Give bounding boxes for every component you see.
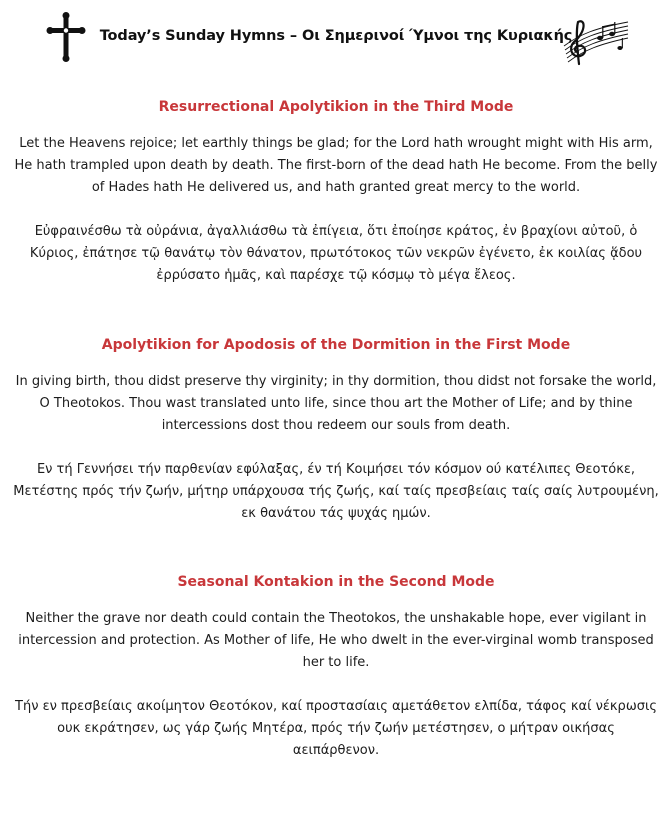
hymn-section: [12, 336, 660, 525]
orthodox-cross-icon: [46, 12, 86, 62]
hymn-greek-text: Εν τή Γεννήσει τήν παρθενίαν εφύλαξας, έν τή Κοιμήσει τόν κόσμον ού κατέλιπες Θεοτόκε, Μετέστης πρός τήν ζωήν, μήτηρ υπάρχουσα τής ζωής, καί ταίς πρεσβείαις ταίς σαίς λυτρουμένη, εκ θανάτου τάς ψυχάς ημών.: [13, 462, 659, 521]
hymn-title: Seasonal Kontakion in the Second Mode: [177, 574, 495, 590]
hymn-english-text: Let the Heavens rejoice; let earthly things be glad; for the Lord hath wrought might with His arm, He hath trampled upon death by death. The first-born of the dead hath He become. From the belly of Hades hath He delivered us, and hath granted great mercy to the world.: [14, 136, 658, 195]
hymn-section: [12, 573, 660, 762]
hymn-greek-text: Τήν εν πρεσβείαις ακοίμητον Θεοτόκον, καί προστασίαις αμετάθετον ελπίδα, τάφος καί νέκρωσις ουκ εκράτησεν, ως γάρ ζωής Μητέρα, πρός τήν ζωήν μετέστησεν, ο μήτραν οικήσας αειπάρθενον.: [15, 699, 657, 758]
hymn-title: Resurrectional Apolytikion in the Third Mode: [158, 99, 514, 115]
hymn-section: [12, 98, 660, 287]
treble-clef-music-notes-icon: [562, 12, 630, 66]
page-title: Today’s Sunday Hymns – Οι Σημερινοί Ύμνοι της Κυριακής: [99, 28, 573, 44]
hymn-greek-text: Εὐφραινέσθω τὰ οὐράνια, ἀγαλλιάσθω τὰ ἐπίγεια, ὅτι ἐποίησε κράτος, ἐν βραχίονι αὐτοῦ, ὁ Κύριος, ἐπάτησε τῷ θανάτῳ τὸν θάνατον, πρωτότοκος τῶν νεκρῶν ἐγένετο, ἐκ κοιλίας ᾅδου ἐρρύσατο ἡμᾶς, καὶ παρέσχε τῷ κόσμῳ τὸ μέγα ἔλεος.: [29, 224, 643, 283]
header: [0, 0, 672, 78]
hymn-english-text: Neither the grave nor death could contain the Theotokos, the unshakable hope, ever vigilant in intercession and protection. As Mother of life, He who dwelt in the ever-virginal womb transposed her to life.: [18, 611, 654, 670]
hymn-title: Apolytikion for Apodosis of the Dormition in the First Mode: [101, 337, 571, 353]
hymn-english-text: In giving birth, thou didst preserve thy virginity; in thy dormition, thou didst not forsake the world, O Theotokos. Thou wast translated unto life, since thou art the Mother of Life; and by thine intercessions dost thou redeem our souls from death.: [15, 374, 657, 433]
